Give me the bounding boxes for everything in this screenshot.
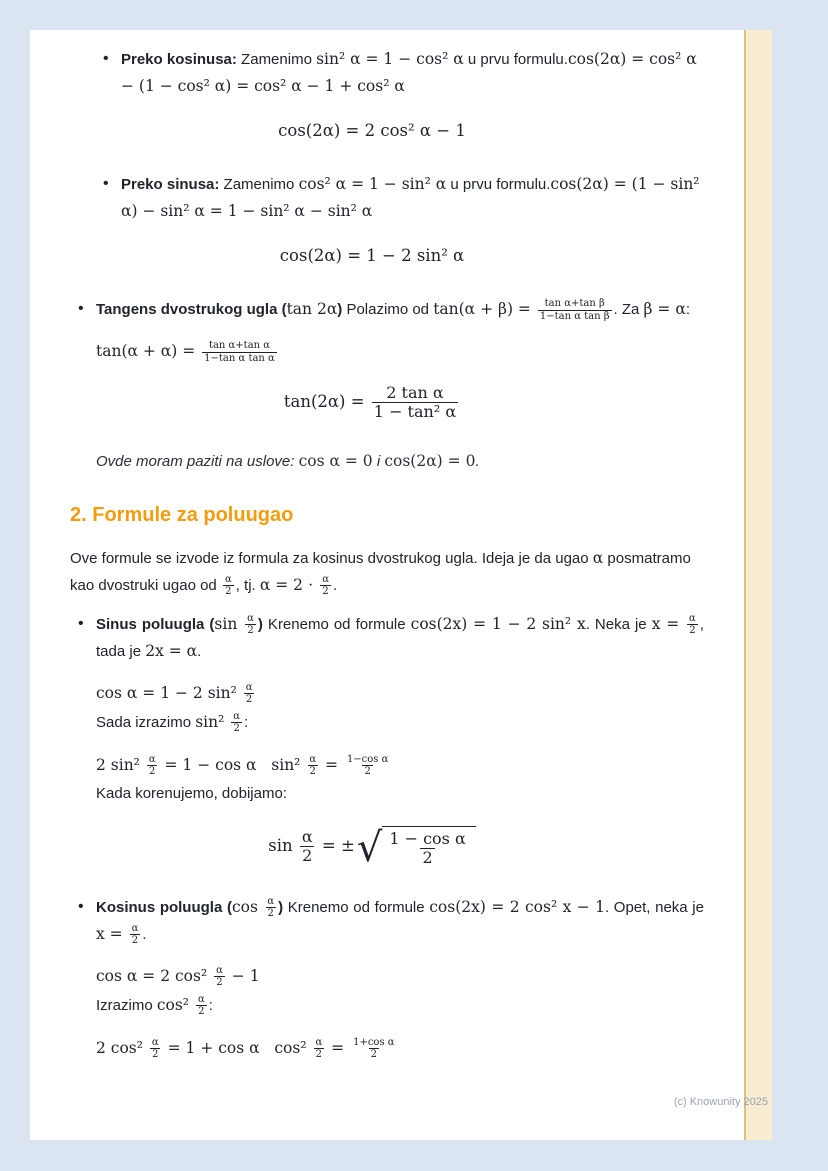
math-run: α = 2 ⋅	[259, 575, 319, 594]
math-run: cos α = 0	[298, 451, 373, 470]
math-line	[70, 337, 704, 366]
math-line	[70, 962, 704, 991]
display-formula	[70, 384, 674, 422]
text-run: u prvu formulu.	[446, 176, 551, 193]
math-line	[70, 1034, 704, 1063]
math-run: x =	[96, 924, 128, 943]
bold-text-run: Sinus poluugla (	[96, 615, 215, 633]
fraction	[214, 965, 225, 989]
math-run: cos²	[156, 995, 194, 1014]
fraction-denominator: 1−tan α tan β	[539, 310, 610, 322]
radical-sign: √	[356, 824, 383, 871]
text-run: Ove formule se izvode iz formula za kosinus dvostrukog ugla. Ideja je da ugao	[70, 549, 593, 567]
text-run: . Neka je	[585, 615, 652, 633]
math-run: cos α = 1 − 2 sin²	[96, 683, 242, 702]
fraction-denominator: 2	[245, 694, 253, 706]
bullet-dot	[103, 171, 121, 225]
text-run: .	[197, 642, 202, 660]
fraction-denominator: 2	[225, 586, 232, 598]
fraction	[147, 754, 158, 778]
page-edge-strip	[744, 30, 772, 1140]
fraction-numerator: 1−cos α	[346, 753, 389, 765]
fraction	[244, 682, 255, 706]
display-formula	[70, 118, 674, 145]
math-run: =	[320, 755, 343, 774]
fraction-denominator: 2	[364, 766, 371, 778]
math-line	[70, 708, 704, 737]
math-line	[70, 751, 704, 780]
math-run: = 1 − cos α sin²	[159, 755, 306, 774]
math-run: cos(2α) = 2 cos² α − 1	[278, 121, 466, 140]
text-run: .	[142, 925, 147, 943]
text-run: Polazimo od	[342, 301, 434, 318]
bold-text-run: Kosinus poluugla (	[96, 898, 232, 916]
text-run: :	[685, 301, 690, 318]
text-run: Izrazimo	[96, 996, 157, 1014]
fraction-numerator: α	[148, 753, 156, 765]
math-run: cos(2x) = 2 cos² x − 1	[429, 897, 605, 916]
section-heading: 2. Formule za poluugao	[70, 503, 294, 526]
math-run: β = α	[643, 300, 686, 318]
fraction	[313, 1037, 324, 1061]
document-page	[30, 30, 772, 1140]
fraction-numerator: α	[301, 826, 313, 846]
math-run: 2 cos²	[96, 1038, 148, 1057]
bullet-content	[96, 296, 704, 323]
math-run: =	[326, 1038, 350, 1057]
math-run: cos(2α) = cos² α − (1 − cos² α) = cos² α − 1 + cos² α	[121, 50, 697, 95]
bullet-item	[70, 894, 704, 948]
fraction-denominator: 2	[422, 848, 433, 868]
math-run: 2 sin²	[96, 755, 145, 774]
bullet-dot	[103, 46, 121, 100]
math-run: = ±	[316, 835, 355, 855]
bullet-item	[70, 171, 704, 225]
text-run: Zamenimo	[236, 51, 317, 68]
fraction	[687, 613, 698, 637]
fraction-numerator: α	[322, 573, 329, 585]
fraction	[231, 711, 242, 735]
text-run: Kada korenujemo, dobijamo:	[96, 784, 287, 802]
note-line	[70, 448, 704, 475]
fraction-denominator: 2	[315, 1049, 323, 1061]
paragraph	[70, 545, 704, 599]
display-formula	[70, 243, 674, 270]
text-run: Krenemo od formule	[262, 615, 411, 633]
fraction	[202, 340, 277, 364]
display-formula	[70, 824, 674, 871]
fraction	[130, 923, 141, 947]
fraction-numerator: 1 − cos α	[389, 828, 466, 848]
fraction-denominator: 2	[247, 625, 254, 637]
math-run: cos	[231, 897, 264, 916]
math-run: cos(2α) = 0	[384, 451, 476, 470]
fraction	[538, 298, 612, 322]
fraction-numerator: α	[309, 753, 317, 765]
bullet-item	[70, 611, 704, 665]
math-run: tan 2α	[286, 300, 338, 318]
bold-text-run: )	[257, 615, 263, 633]
fraction-numerator: α	[151, 1036, 159, 1048]
bullet-content	[121, 171, 704, 225]
text-run: Zamenimo	[219, 176, 299, 193]
fraction-numerator: α	[224, 573, 232, 585]
math-run: 2x = α	[145, 641, 198, 660]
math-run: cos² α = 1 − sin² α	[298, 175, 447, 193]
math-run: tan(α + β) =	[433, 300, 536, 318]
fraction	[300, 828, 315, 866]
bullet-content	[96, 611, 704, 665]
math-run: cos α = 2 cos²	[96, 966, 213, 985]
bullet-content	[96, 894, 704, 948]
math-line	[70, 679, 704, 708]
radicand	[382, 826, 475, 868]
math-run: = 1 + cos α cos²	[162, 1038, 312, 1057]
bullet-item	[70, 296, 704, 323]
fraction	[196, 994, 207, 1018]
bullet-item	[70, 46, 704, 100]
fraction-numerator: 1+cos α	[353, 1036, 395, 1048]
text-run: posmatramo kao dvostruki ugao od	[70, 549, 691, 594]
fraction-denominator: 2	[267, 908, 274, 920]
fraction-denominator: 2	[131, 935, 139, 947]
fraction-numerator: α	[267, 895, 275, 907]
math-run: sin	[268, 835, 298, 855]
text-run: , tada je	[96, 615, 704, 660]
fraction-numerator: α	[689, 612, 696, 624]
document-content	[30, 30, 744, 1140]
math-line	[70, 991, 704, 1020]
fraction	[245, 613, 256, 637]
italic-text-run: .	[475, 452, 480, 470]
fraction	[150, 1037, 161, 1061]
text-run: u prvu formulu.	[463, 51, 568, 68]
fraction-denominator: 2	[689, 625, 696, 637]
math-run: cos(2α) = 1 − 2 sin² α	[279, 246, 465, 265]
bullet-dot	[78, 296, 96, 323]
fraction	[372, 384, 458, 422]
bold-text-run: )	[278, 898, 284, 916]
bold-text-run: )	[337, 301, 343, 318]
fraction-denominator: 2	[233, 723, 240, 735]
fraction-numerator: α	[131, 922, 139, 934]
fraction-denominator: 2	[309, 766, 316, 778]
math-run: sin²	[195, 712, 230, 731]
math-run: sin	[214, 614, 244, 633]
text-run: . Opet, neka je	[604, 898, 704, 916]
fraction-numerator: α	[233, 710, 241, 722]
fraction-denominator: 2	[322, 586, 329, 598]
fraction-numerator: α	[216, 964, 223, 976]
fraction-numerator: α	[247, 612, 254, 624]
fraction	[351, 1037, 396, 1061]
fraction-numerator: α	[315, 1036, 323, 1048]
text-run: :	[244, 713, 249, 731]
bold-text-run: Tangens dvostrukog ugla (	[96, 301, 287, 318]
bullet-dot	[78, 894, 96, 948]
math-run: tan(α + α) =	[96, 342, 201, 360]
text-run: :	[208, 996, 213, 1014]
text-run: Sada izrazimo	[96, 713, 196, 731]
fraction-numerator: 2 tan α	[386, 383, 444, 402]
math-run: α	[592, 548, 604, 567]
fraction-denominator: 2	[149, 766, 156, 778]
fraction	[387, 830, 467, 868]
math-run: sin² α = 1 − cos² α	[316, 50, 464, 68]
math-run: − 1	[226, 966, 260, 985]
fraction	[320, 574, 331, 598]
bullet-content	[121, 46, 704, 100]
math-line	[70, 780, 704, 808]
bold-text-run: Preko kosinusa:	[121, 51, 237, 68]
fraction-denominator: 2	[370, 1049, 377, 1061]
math-run: cos(2x) = 1 − 2 sin² x	[410, 614, 586, 633]
text-run: .	[332, 576, 338, 594]
copyright-watermark: (c) Knowunity 2025	[673, 1096, 768, 1108]
fraction-numerator: tan α+tan β	[544, 298, 605, 310]
italic-text-run: i	[372, 452, 385, 470]
italic-text-run: Ovde moram paziti na uslove:	[96, 452, 299, 470]
square-root	[356, 824, 476, 871]
fraction-numerator: tan α+tan α	[208, 340, 271, 352]
fraction	[223, 574, 234, 598]
fraction-denominator: 2	[216, 977, 223, 989]
fraction-numerator: α	[245, 681, 253, 693]
text-run: , tj.	[235, 576, 260, 594]
text-run: Krenemo od formule	[283, 898, 430, 916]
fraction	[345, 754, 390, 778]
fraction	[265, 896, 276, 920]
fraction-denominator: 2	[302, 846, 313, 866]
fraction-denominator: 1 − tan² α	[373, 402, 457, 422]
math-run: tan(2α) =	[283, 392, 370, 412]
math-run: cos(2α) = (1 − sin² α) − sin² α = 1 − sin² α − sin² α	[121, 175, 700, 220]
fraction-denominator: 2	[152, 1049, 159, 1061]
fraction-denominator: 2	[198, 1006, 205, 1018]
fraction	[307, 754, 318, 778]
bullet-dot	[78, 611, 96, 665]
bold-text-run: Preko sinusa:	[121, 176, 220, 193]
fraction-denominator: 1−tan α tan α	[204, 352, 275, 364]
math-run: x =	[651, 614, 686, 633]
fraction-numerator: α	[197, 993, 205, 1005]
text-run: . Za	[613, 301, 644, 318]
